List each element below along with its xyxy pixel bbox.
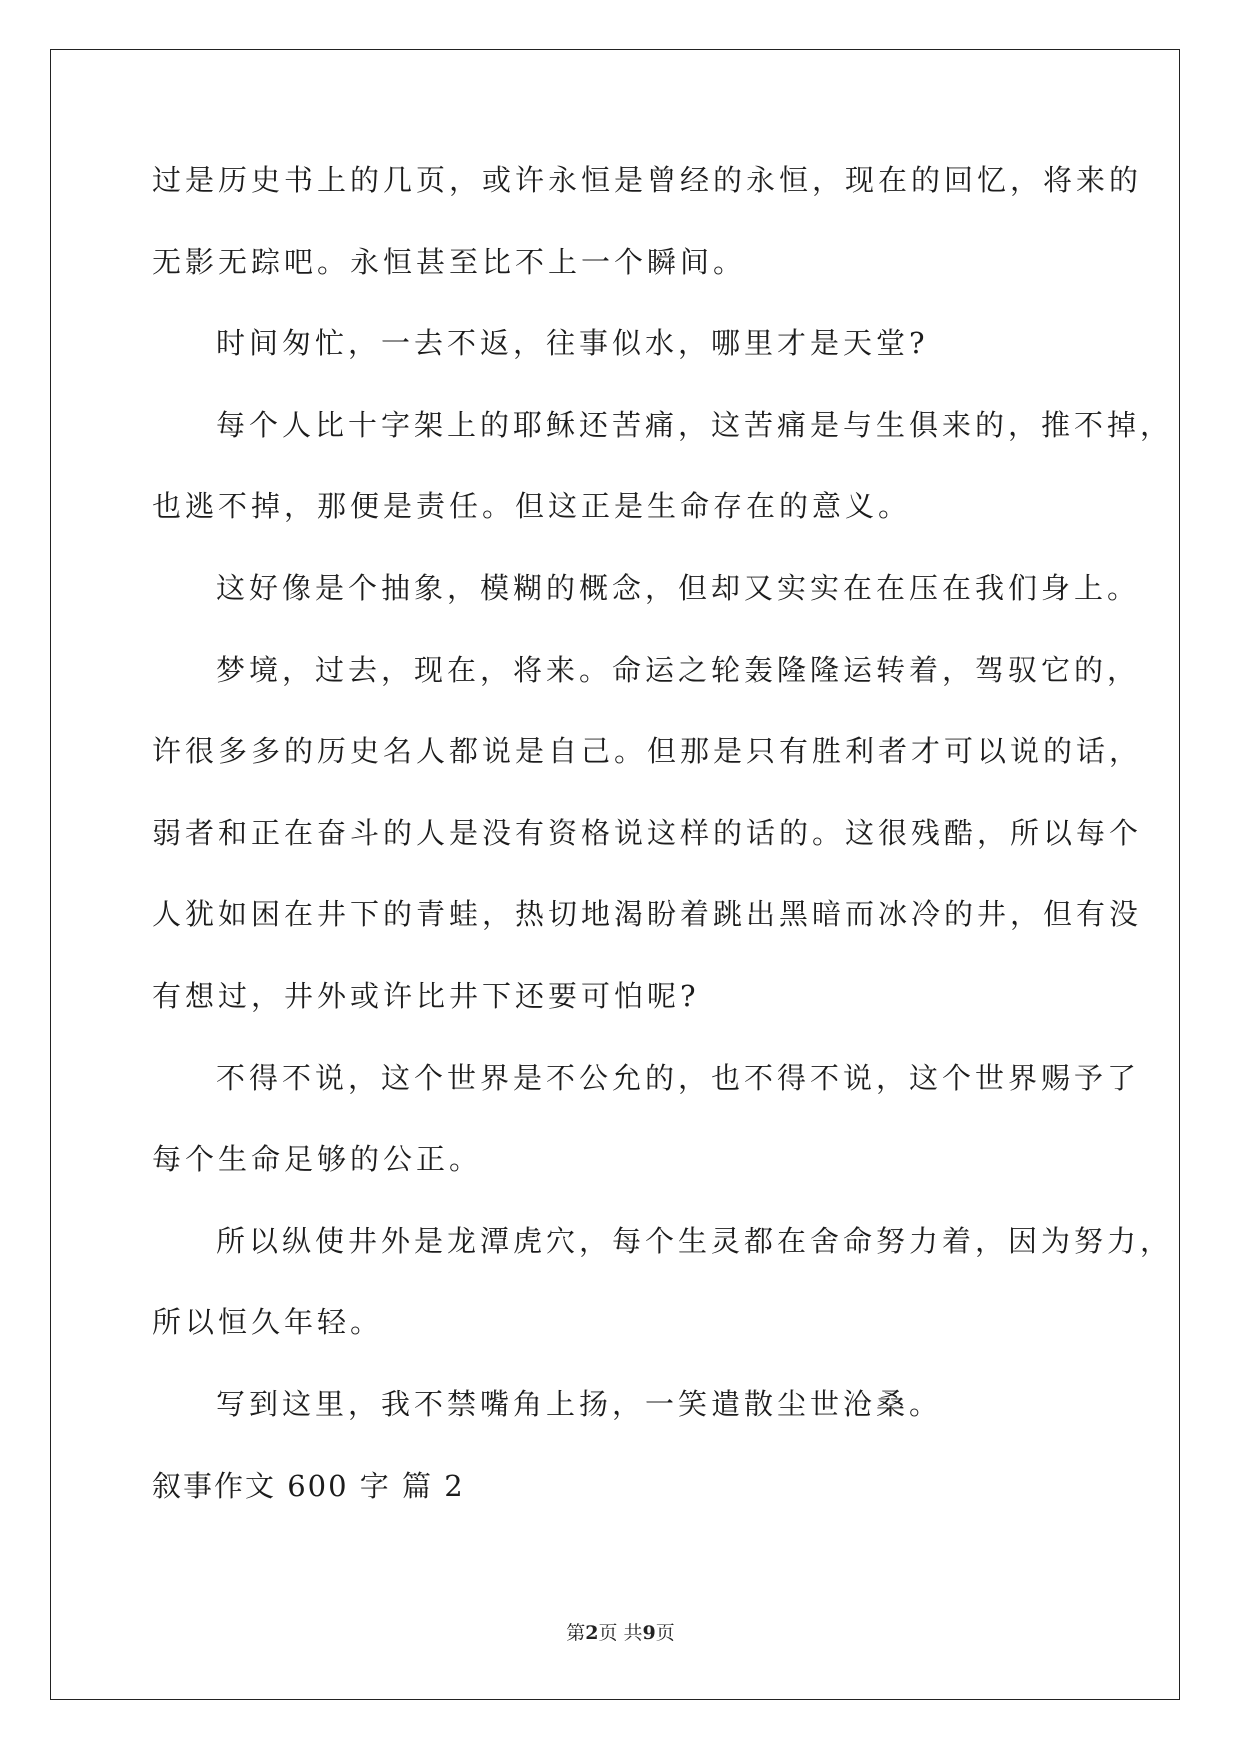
footer-middle: 页 共 — [598, 1622, 643, 1644]
current-page-number: 2 — [585, 1622, 599, 1644]
footer-suffix: 页 — [655, 1622, 675, 1644]
body-line: 梦境，过去，现在，将来。命运之轮轰隆隆运转着，驾驭它的， — [216, 652, 1141, 687]
body-line: 不得不说，这个世界是不公允的，也不得不说，这个世界赐予了 — [216, 1060, 1141, 1095]
body-line: 每个生命足够的公正。 — [152, 1142, 483, 1177]
body-line: 有想过，井外或许比井下还要可怕呢? — [152, 978, 700, 1013]
body-line: 弱者和正在奋斗的人是没有资格说这样的话的。这很残酷，所以每个 — [152, 815, 1143, 850]
total-page-count: 9 — [642, 1622, 656, 1644]
body-line: 无影无踪吧。永恒甚至比不上一个瞬间。 — [152, 244, 747, 279]
body-line: 所以恒久年轻。 — [152, 1305, 384, 1340]
body-line: 所以纵使井外是龙潭虎穴，每个生灵都在舍命努力着，因为努力， — [216, 1223, 1174, 1258]
body-line: 人犹如困在井下的青蛙，热切地渴盼着跳出黑暗而冰冷的井，但有没 — [152, 897, 1143, 932]
footer-prefix: 第 — [566, 1622, 586, 1644]
page-footer — [0, 1618, 1241, 1645]
body-line: 过是历史书上的几页，或许永恒是曾经的永恒，现在的回忆，将来的 — [152, 163, 1143, 197]
body-line: 每个人比十字架上的耶稣还苦痛，这苦痛是与生俱来的，推不掉， — [216, 407, 1174, 442]
body-line: 时间匆忙，一去不返，往事似水，哪里才是天堂? — [216, 326, 929, 361]
body-line: 也逃不掉，那便是责任。但这正是生命存在的意义。 — [152, 489, 912, 524]
document-body — [152, 160, 1174, 1466]
body-line: 许很多多的历史名人都说是自己。但那是只有胜利者才可以说的话， — [152, 734, 1143, 769]
body-line: 写到这里，我不禁嘴角上扬，一笑遣散尘世沧桑。 — [216, 1386, 943, 1421]
section-heading: 叙事作文 600 字 篇 2 — [152, 1469, 465, 1503]
body-line: 这好像是个抽象，模糊的概念，但却又实实在在压在我们身上。 — [216, 570, 1141, 605]
